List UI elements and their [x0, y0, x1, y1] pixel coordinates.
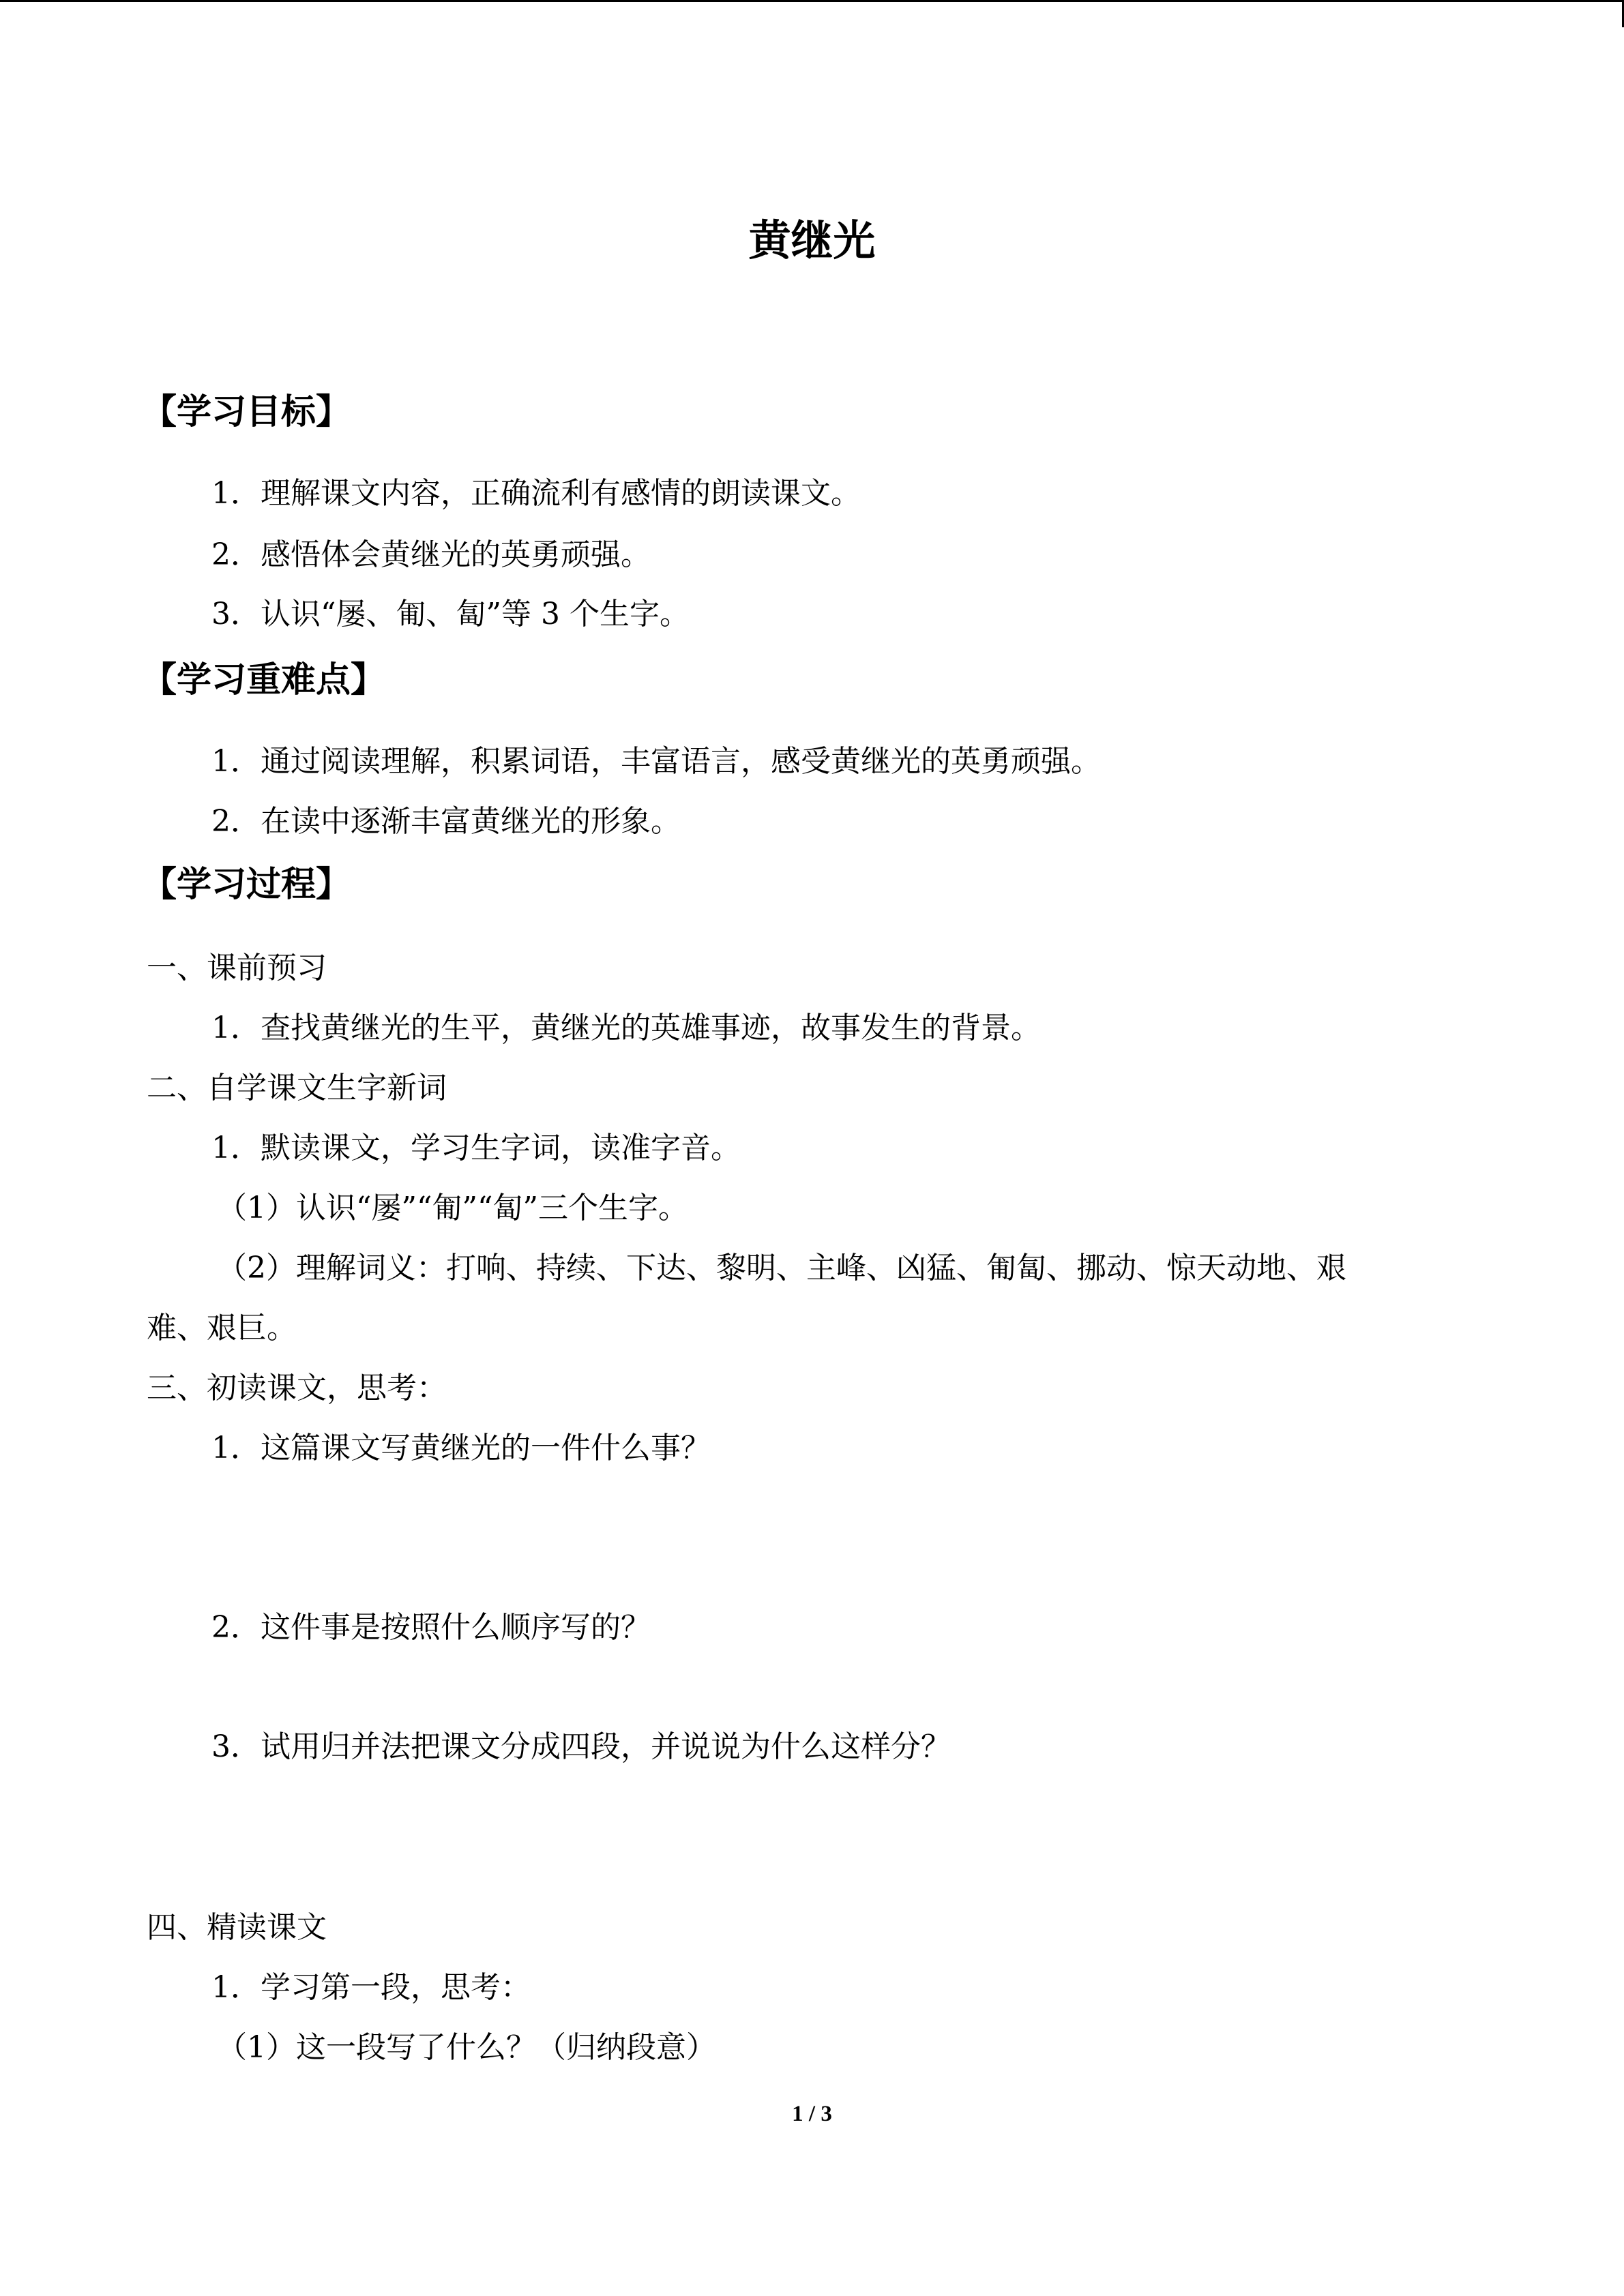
- part2-item-2: （1）认识“屡”“匍”“匐”三个生字。: [217, 1191, 688, 1225]
- part2-item-1: 1．默读课文，学习生字词，读准字音。: [211, 1131, 741, 1165]
- goal-item-1: 1．理解课文内容，正确流利有感情的朗读课文。: [211, 476, 861, 511]
- page-title: 黄继光: [748, 215, 876, 265]
- part4-item-1: 1．学习第一段，思考：: [211, 1970, 531, 2005]
- part2-title: 二、自学课文生字新词: [147, 1071, 447, 1105]
- part4-title: 四、精读课文: [147, 1910, 327, 1945]
- key-point-item-1: 1．通过阅读理解，积累词语，丰富语言，感受黄继光的英勇顽强。: [211, 744, 1101, 779]
- heading-key-points: 【学习重难点】: [142, 660, 386, 700]
- goal-item-3: 3．认识“屡、匍、匐”等 3 个生字。: [211, 597, 690, 631]
- part1-title: 一、课前预习: [147, 951, 327, 985]
- key-point-item-2: 2．在读中逐渐丰富黄继光的形象。: [211, 804, 681, 839]
- part2-item-3-continued: 难、艰巨。: [147, 1311, 297, 1345]
- goal-item-2: 2．感悟体会黄继光的英勇顽强。: [211, 537, 651, 572]
- part3-title: 三、初读课文，思考：: [147, 1371, 447, 1405]
- heading-goals: 【学习目标】: [142, 392, 351, 432]
- part3-question-3: 3．试用归并法把课文分成四段，并说说为什么这样分？: [211, 1729, 951, 1764]
- part3-question-2: 2．这件事是按照什么顺序写的？: [211, 1610, 651, 1645]
- part1-item-1: 1．查找黄继光的生平，黄继光的英雄事迹，故事发生的背景。: [211, 1011, 1041, 1045]
- part3-question-1: 1．这篇课文写黄继光的一件什么事？: [211, 1431, 711, 1465]
- top-border-line: [0, 0, 1624, 2]
- heading-process: 【学习过程】: [142, 865, 351, 905]
- page-number: 1 / 3: [792, 2102, 832, 2126]
- part4-item-2: （1）这一段写了什么？（归纳段意）: [217, 2030, 716, 2065]
- part2-item-3: （2）理解词义：打响、持续、下达、黎明、主峰、凶猛、匍匐、挪动、惊天动地、艰: [217, 1251, 1346, 1285]
